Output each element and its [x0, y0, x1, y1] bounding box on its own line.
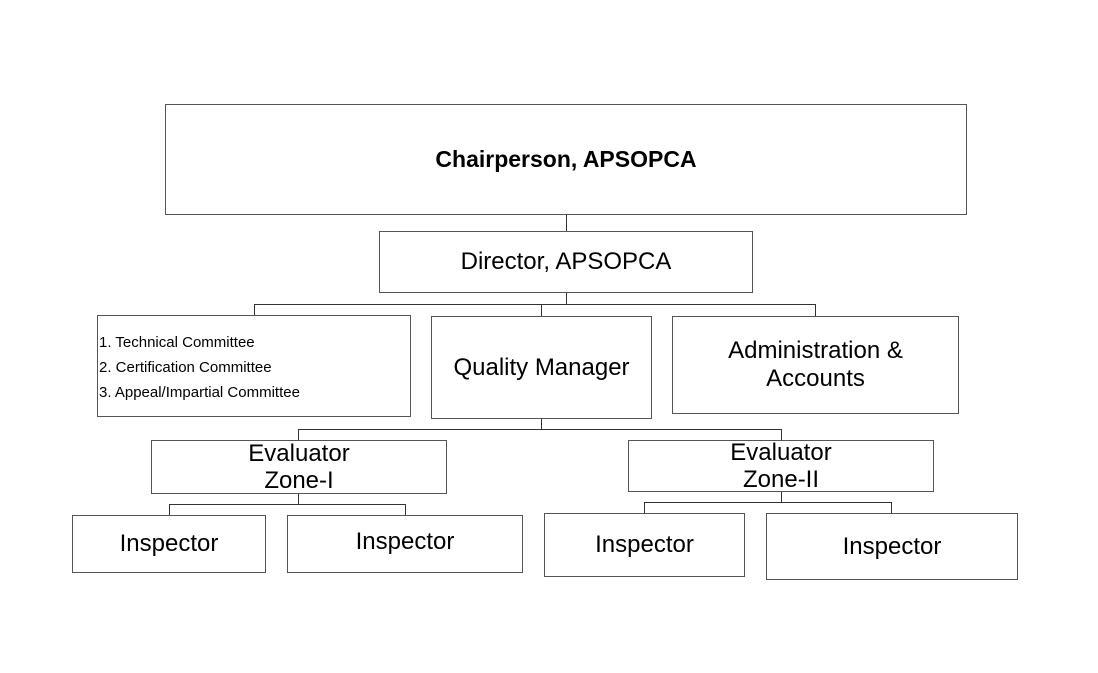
evaluator-1-label-line2: Zone-I: [264, 467, 334, 494]
connector-to-qm: [541, 304, 542, 316]
evaluator-2-label-line2: Zone-II: [742, 466, 820, 493]
connector-to-admin: [815, 304, 816, 316]
connector-inspector-bar-1: [169, 504, 405, 505]
committee-item: 2. Certification Committee: [99, 359, 272, 376]
evaluator-zone-1-box: [151, 440, 447, 494]
director-box: [379, 231, 753, 293]
quality-manager-box: [431, 316, 652, 419]
committee-item: 3. Appeal/Impartial Committee: [99, 384, 300, 401]
connector-to-committees: [254, 304, 255, 315]
admin-label-line1: Administration &: [728, 337, 903, 364]
connector-chair-director: [566, 214, 567, 232]
inspector-label: Inspector: [595, 531, 694, 558]
connector-qm-down: [541, 418, 542, 429]
evaluator-1-label-line1: Evaluator: [248, 440, 350, 467]
chairperson-label: Chairperson, APSOPCA: [435, 146, 697, 172]
connector-to-inspector-2: [405, 504, 406, 515]
committee-item: 1. Technical Committee: [99, 334, 255, 351]
quality-manager-label: Quality Manager: [453, 353, 630, 381]
inspector-box-4: [766, 513, 1018, 580]
admin-accounts-box: [672, 316, 959, 414]
connector-level3-bar: [254, 304, 816, 305]
inspector-label: Inspector: [355, 528, 455, 555]
inspector-box-3: [544, 513, 745, 577]
connector-to-inspector-4: [891, 502, 892, 513]
inspector-box-1: [72, 515, 266, 573]
inspector-box-2: [287, 515, 523, 573]
connector-evaluator-bar: [298, 429, 781, 430]
connector-director-down: [566, 292, 567, 304]
inspector-label: Inspector: [842, 532, 942, 560]
committees-box: [97, 315, 411, 417]
connector-inspector-bar-2: [644, 502, 891, 503]
connector-to-eval1: [298, 429, 299, 440]
admin-label-line2: Accounts: [766, 365, 865, 392]
director-label: Director, APSOPCA: [460, 248, 672, 275]
connector-to-inspector-1: [169, 504, 170, 515]
connector-eval1-down: [298, 493, 299, 504]
inspector-label: Inspector: [119, 530, 219, 557]
evaluator-2-label-line1: Evaluator: [730, 439, 832, 466]
connector-to-inspector-3: [644, 502, 645, 513]
chairperson-box: [165, 104, 967, 215]
evaluator-zone-2-box: [628, 440, 934, 492]
